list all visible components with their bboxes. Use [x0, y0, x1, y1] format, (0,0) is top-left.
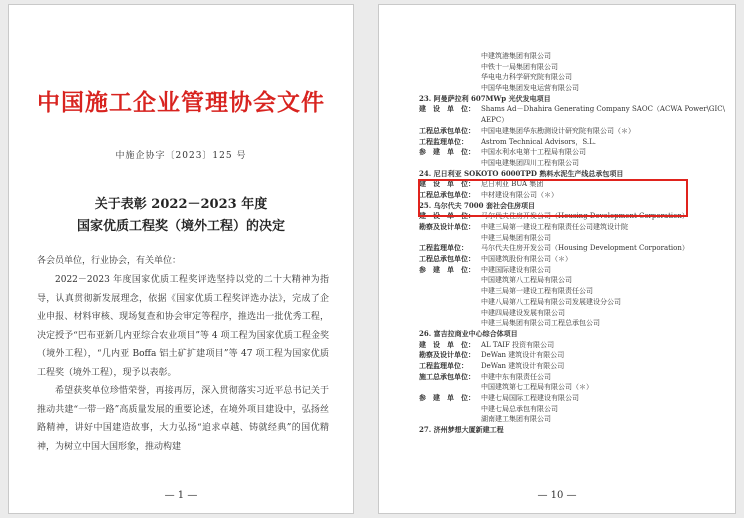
- entry-value: 中建三局集团有限公司工程总承包公司: [481, 319, 600, 328]
- entry-value: 中国电建集团华东勘测设计研究院有限公司（＊）: [481, 126, 635, 135]
- entry-label: 参 建 单 位：: [419, 147, 475, 157]
- list-item: [419, 297, 725, 308]
- list-item: [419, 233, 725, 244]
- list-item: [419, 62, 725, 73]
- list-item: [419, 104, 725, 115]
- entry-value: 马尔代夫住房开发公司（Housing Development Corporation）: [481, 212, 689, 221]
- project-title: 27. 济州梦想大厦新建工程: [419, 425, 504, 435]
- list-item: [419, 243, 725, 254]
- project-title: 26. 富吉拉商业中心综合体项目: [419, 328, 518, 338]
- list-item: [419, 222, 725, 233]
- list-item: [419, 361, 725, 372]
- entry-label: 勘察及设计单位：: [419, 222, 475, 231]
- entry-label: 工程监理单位：: [419, 136, 468, 146]
- entry-value: AEPC）: [481, 116, 509, 125]
- project-list: [419, 51, 725, 436]
- list-item: [419, 51, 725, 62]
- list-item: [419, 275, 725, 286]
- entry-value: 中建七局国际工程建设有限公司: [481, 394, 579, 402]
- list-item: [419, 308, 725, 319]
- entry-label: 建 设 单 位：: [419, 179, 475, 189]
- list-item: [419, 393, 725, 404]
- entry-label: 建 设 单 位：: [419, 104, 475, 114]
- entry-label: 工程总承包单位：: [419, 125, 475, 135]
- entry-value: 中建中东有限责任公司: [481, 372, 551, 381]
- document-title: [9, 194, 353, 238]
- list-item: [419, 179, 725, 190]
- entry-value: DeWan 建筑设计有限公司: [481, 361, 565, 370]
- entry-value: 中国建筑第八工程局有限公司: [481, 276, 572, 285]
- entry-label: 参 建 单 位：: [419, 264, 475, 274]
- document-title-line-2: 国家优质工程奖（境外工程）的决定: [76, 219, 285, 234]
- list-item: [419, 158, 725, 169]
- project-title: 23. 阿曼萨拉利 607MWp 光伏发电项目: [419, 93, 551, 103]
- entry-label: 参 建 单 位：: [419, 393, 475, 402]
- entry-label: 建 设 单 位：: [419, 339, 475, 349]
- entry-value: 华电电力科学研究院有限公司: [481, 73, 572, 82]
- entry-label: 施工总承包单位：: [419, 371, 475, 381]
- list-item: [419, 340, 725, 351]
- project-heading: [419, 201, 725, 212]
- entry-value: 中建八局第八工程局有限公司发展建设分公司: [481, 297, 621, 306]
- entry-value: 中建四局建设发展有限公司: [481, 308, 565, 317]
- page-number: — 10 —: [537, 490, 577, 501]
- body-paragraph-1: 2022－2023 年度国家优质工程奖评选坚持以党的二十大精神为指导，认真贯彻新发展理念，依据《国家优质工程奖评选办法》，完成了企业申报、材料审核、现场复查和协会审定等程序，推选出一批优秀工程，决定授予“巴布亚新几内亚综合农业项目”等 4 项工程为国家优质工程金奖（境外工程），“几内亚 Boffa 铝土矿扩建项目”等 47 项工程为国家优质工程奖（境外工程），现予以表彰。: [37, 275, 329, 378]
- entry-value: 中建筑港集团有限公司: [481, 52, 551, 60]
- list-item: [419, 211, 725, 222]
- right-document-page: [378, 4, 736, 514]
- project-title: 24. 尼日利亚 SOKOTO 6000TPD 熟料水泥生产线总承包项目: [419, 168, 624, 178]
- left-document-page: [8, 4, 354, 514]
- project-heading: [419, 329, 725, 340]
- entry-value: Astrom Technical Advisors，S.L.: [481, 137, 597, 146]
- document-salutation: 各会员单位，行业协会，有关单位：: [37, 256, 182, 266]
- entry-value: 中建三局第一建设工程有限责任公司建筑设计院: [481, 223, 628, 231]
- entry-value: AL TAIF 投资有限公司: [481, 340, 555, 349]
- list-item: [419, 72, 725, 83]
- list-item: [419, 254, 725, 265]
- entry-value: 中国华电集团发电运营有限公司: [481, 84, 579, 93]
- list-item: [419, 372, 725, 383]
- entry-label: 勘察及设计单位：: [419, 350, 475, 360]
- document-body: [37, 271, 329, 456]
- list-item: [419, 137, 725, 148]
- list-item: [419, 286, 725, 297]
- entry-value: DeWan 建筑设计有限公司: [481, 351, 565, 360]
- entry-value: 尼日利亚 BUA 集团: [481, 180, 544, 189]
- list-item: [419, 190, 725, 201]
- entry-label: 建 设 单 位：: [419, 211, 475, 221]
- entry-value: 湖南建工集团有限公司: [481, 415, 551, 424]
- document-number: 中施企协字〔2023〕125 号: [115, 151, 247, 161]
- project-title: 25. 乌尔代夫 7000 套社会住房项目: [419, 200, 535, 210]
- entry-value: 中建国际建设有限公司: [481, 265, 551, 274]
- list-item: [419, 147, 725, 158]
- entry-label: 工程监理单位：: [419, 360, 468, 370]
- project-heading: [419, 169, 725, 180]
- document-title-line-1: 关于表彰 2022－2023 年度: [94, 197, 268, 212]
- list-item: [419, 126, 725, 137]
- entry-value: 中国电建集团四川工程有限公司: [481, 158, 579, 167]
- list-item: [419, 382, 725, 393]
- body-paragraph-2: 希望获奖单位珍惜荣誉，再接再厉，深入贯彻落实习近平总书记关于推动共建“一带一路”高质量发展的重要论述，在境外项目建设中，弘扬丝路精神，讲好中国建造故事，大力弘扬“追求卓越、铸就经典”的国优精神，为树立中国大国形象，推动构建: [37, 386, 329, 452]
- list-item: [419, 404, 725, 415]
- list-item: [419, 350, 725, 361]
- entry-label: 工程监理单位：: [419, 243, 468, 253]
- entry-value: Shams Ad－Dhahira Generating Company SAOC（ACWA Power\GIC\: [481, 105, 725, 114]
- list-item: [419, 83, 725, 94]
- page-number: — 1 —: [164, 490, 198, 501]
- list-item: [419, 414, 725, 425]
- list-item: [419, 318, 725, 329]
- entry-label: 工程总承包单位：: [419, 189, 475, 199]
- entry-value: 中国建筑股份有限公司（＊）: [481, 255, 572, 264]
- project-heading: [419, 425, 725, 436]
- document-header: 中国施工企业管理协会文件: [37, 89, 325, 116]
- list-item: [419, 265, 725, 276]
- entry-value: 中国水利水电第十工程局有限公司: [481, 148, 586, 157]
- entry-value: 中国建筑第七工程局有限公司（＊）: [481, 383, 593, 392]
- entry-value: 中建七局总承包有限公司: [481, 404, 558, 413]
- entry-value: 中建三局第一建设工程有限责任公司: [481, 287, 593, 296]
- entry-value: 马尔代夫住房开发公司（Housing Development Corporation）: [481, 244, 689, 253]
- entry-label: 工程总承包单位：: [419, 254, 475, 264]
- entry-value: 中铁十一局集团有限公司: [481, 62, 558, 71]
- entry-value: 中建三局集团有限公司: [481, 233, 551, 242]
- entry-value: 中材建设有限公司（＊）: [481, 190, 558, 199]
- list-item: [419, 115, 725, 126]
- project-heading: [419, 94, 725, 105]
